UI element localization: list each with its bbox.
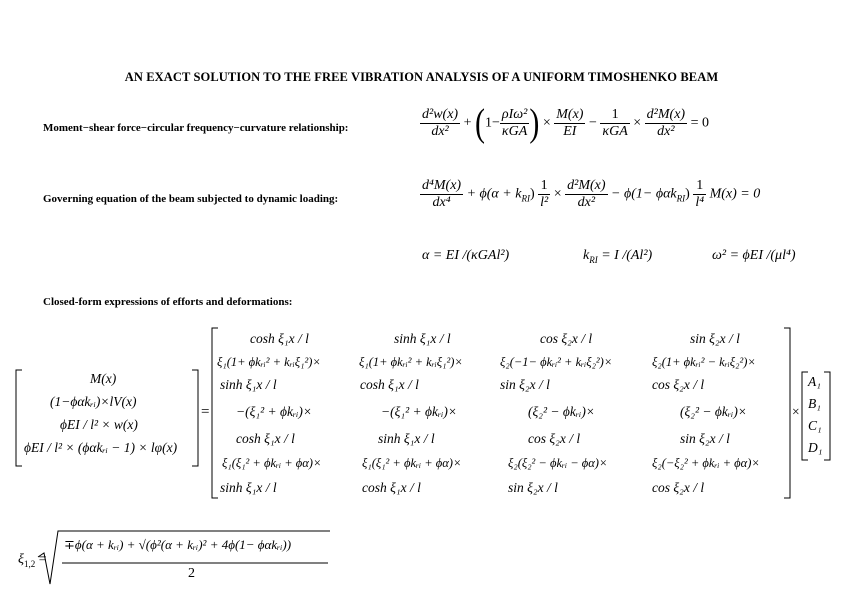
matrix-cell: sin ξ₂x / l — [500, 377, 550, 392]
closed-form-label: Closed-form expressions of efforts and deformations: — [43, 296, 293, 308]
equals-sign: = — [201, 404, 210, 420]
xi-lhs: $\xi_{1,2}$ = — [18, 552, 47, 569]
xi-numerator: ∓ϕ(α + kᵣᵢ) + √(ϕ²(α + kᵣᵢ)² + 4ϕ(1− ϕαkᵣᵢ)) — [64, 537, 292, 552]
matrix-cell: sin ξ₂x / l — [508, 480, 558, 495]
matrix-cell: (ξ₂² − ϕkᵣᵢ)× — [680, 404, 747, 419]
matrix-cell: sin ξ₂x / l — [680, 431, 730, 446]
matrix-cell: sinh ξ₁x / l — [394, 331, 451, 346]
matrix-cell: cos ξ₂x / l — [540, 331, 593, 346]
lhs-rotation: ϕEI / l² × (ϕαkᵣᵢ − 1) × lφ(x) — [24, 440, 178, 455]
matrix-cell: ξ₂(ξ₂² − ϕkᵣᵢ − ϕα)× — [508, 456, 608, 470]
matrix-cell: ξ₁(ξ₁² + ϕkᵣᵢ + ϕα)× — [362, 456, 462, 470]
omega-definition: ω² = ϕEI /(μl⁴) — [712, 248, 796, 263]
matrix-cell: cos ξ₂x / l — [652, 377, 705, 392]
matrix-cell: ξ₂(−1− ϕkᵣᵢ² + kᵣᵢξ₂²)× — [500, 355, 613, 369]
matrix-cell: ξ₁(ξ₁² + ϕkᵣᵢ + ϕα)× — [222, 456, 322, 470]
times-sign: × — [792, 404, 800, 419]
matrix-cell: sinh ξ₁x / l — [220, 480, 277, 495]
moment-relationship-label: Moment−shear force−circular frequency−curvature relationship: — [43, 122, 349, 134]
matrix-cell: −(ξ₁² + ϕkᵣᵢ)× — [236, 404, 313, 419]
coef-b1: B₁ — [808, 396, 821, 411]
matrix-cell: cos ξ₂x / l — [652, 480, 705, 495]
matrix-cell: cosh ξ₁x / l — [250, 331, 309, 346]
alpha-definition: α = EI /(κGAl²) — [422, 248, 510, 263]
matrix-cell: cos ξ₂x / l — [528, 431, 581, 446]
matrix-cell: ξ₁(1+ ϕkᵣᵢ² + kᵣᵢξ₁²)× — [359, 355, 463, 369]
kri-definition: $k_{RI} = I$ /(Al²) — [583, 248, 653, 265]
matrix-cell: −(ξ₁² + ϕkᵣᵢ)× — [381, 404, 458, 419]
matrix-cell: ξ₁(1+ ϕkᵣᵢ² + kᵣᵢξ₁²)× — [217, 355, 321, 369]
matrix-cell: ξ₂(1+ ϕkᵣᵢ² − kᵣᵢξ₂²)× — [652, 355, 756, 369]
paper-title: AN EXACT SOLUTION TO THE FREE VIBRATION ANALYSIS OF A UNIFORM TIMOSHENKO BEAM — [124, 70, 719, 84]
xi-denominator: 2 — [188, 566, 195, 581]
matrix-cell: sinh ξ₁x / l — [220, 377, 277, 392]
lhs-moment: M(x) — [90, 371, 117, 386]
coef-a1: A₁ — [808, 374, 821, 389]
governing-equation-label: Governing equation of the beam subjected to dynamic loading: — [43, 193, 339, 205]
matrix-cell: cosh ξ₁x / l — [236, 431, 295, 446]
matrix-cell: cosh ξ₁x / l — [360, 377, 419, 392]
governing-equation: $\frac{\text{d⁴M(x)}}{\text{dx⁴}}$ + $\phi(\alpha + k_{RI})$ $\frac{1}{\text{l²}}$ × $\frac{\text{d²M(x)}}{\text{dx²}}$ − ϕ(1− ϕαk$_{RI}$) $\frac{1}{\text{l⁴}}$ M(x) = 0 — [422, 178, 761, 210]
matrix-cell: sin ξ₂x / l — [690, 331, 740, 346]
matrix-cell: sinh ξ₁x / l — [378, 431, 435, 446]
coef-d1: D₁ — [808, 440, 823, 455]
matrix-cell: ξ₂(−ξ₂² + ϕkᵣᵢ + ϕα)× — [652, 456, 760, 470]
lhs-shear: (1−ϕαkᵣᵢ)×lV(x) — [50, 394, 137, 409]
matrix-cell: cosh ξ₁x / l — [362, 480, 421, 495]
coef-c1: C₁ — [808, 418, 822, 433]
lhs-deflection: ϕEI / l² × w(x) — [60, 417, 138, 432]
moment-relationship-equation: $\frac{\text{d²w(x)}}{\text{dx²}}$ + (1− $\frac{\text{ρIω²}}{\text{κGA}}$ ) × $\frac{M(x)}{EI}$ − $\frac{1}{\text{κGA}}$ × $\frac{\text{d²M(x)}}{\text{dx²}}$ = 0 — [422, 101, 709, 145]
matrix-cell: (ξ₂² − ϕkᵣᵢ)× — [528, 404, 595, 419]
